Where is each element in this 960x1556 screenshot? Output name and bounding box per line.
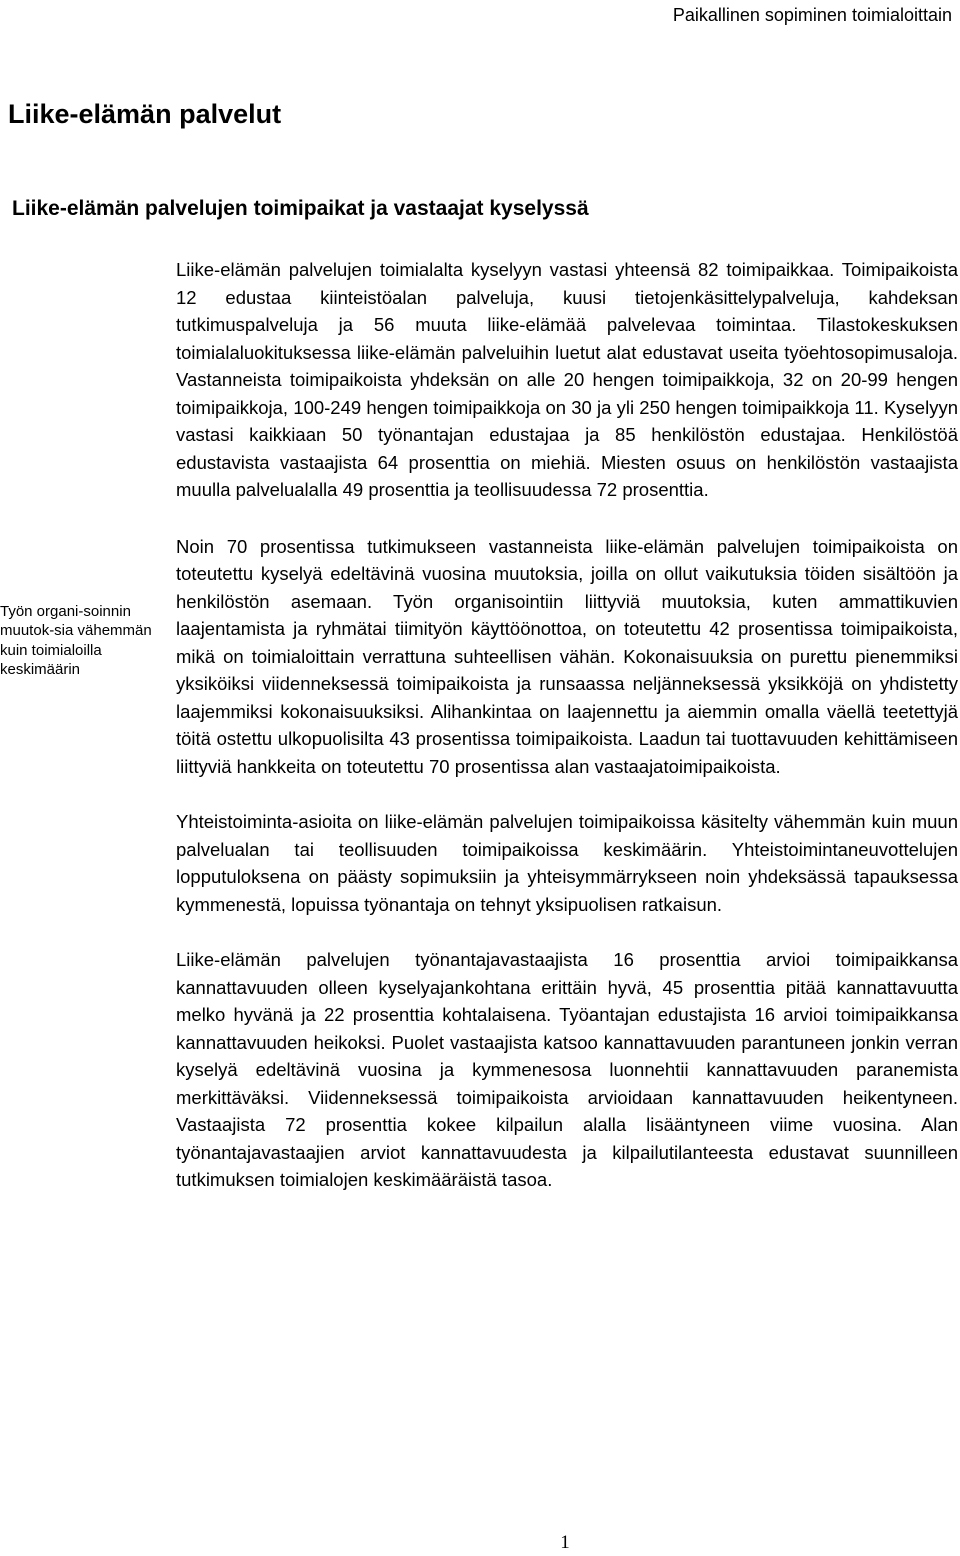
page-number: 1 <box>560 1532 570 1553</box>
paragraph-profitability: Liike-elämän palvelujen työnantajavastaajista 16 prosenttia arvioi toimipaikkansa kannattavuuden olleen kyselyajankohtana erittäin hyvä, 45 prosenttia pitää kannattavuutta melko hyvänä ja 22 prosenttia kohtalaisena. Työantajan edustajista 16 arvioi toimipaikkansa kannattavuuden heikoksi. Puolet vastaajista katsoo kannattavuuden parantuneen jonkin verran kyselyä edeltävinä vuosina ja kymmenesosa luonnehtii kannattavuuden paranemista merkittäväksi. Viidenneksessä toimipaikoista arvioidaan kannattavuuden heikentyneen. Vastaajista 72 prosenttia kokee kilpailun alalla lisääntyneen viime vuosina. Alan työnantajavastaajien arviot kannattavuudesta ja kilpailutilanteesta edustavat suunnilleen tutkimuksen toimialojen keskimääräistä tasoa. <box>176 949 958 1190</box>
paragraph-respondents: Liike-elämän palvelujen toimialalta kyselyyn vastasi yhteensä 82 toimipaikkaa. Toimipaikoista 12 edustaa kiinteistöalan palveluja, kuusi tietojenkäsittelypalveluja, kahdeksan tutkimuspalveluja ja 56 muuta liike-elämää palvelevaa toimintaa. Tilastokeskuksen toimialaluokituksessa liike-elämän palveluihin luetut alat edustavat useita työehtosopimusaloja. Vastanneista toimipaikoista yhdeksän on alle 20 hengen toimipaikkoja, 32 on 20-99 hengen toimipaikkoja, 100-249 hengen toimipaikkoja on 30 ja yli 250 hengen toimipaikkoja 11. Kyselyyn vastasi kaikkiaan 50 työnantajan edustajaa ja 85 henkilöstön edustajaa. Henkilöstöä edustavista vastaajista 64 prosenttia on miehiä. Miesten osuus on henkilöstön vastaajista muulla palvelualalla 49 prosenttia ja teollisuudessa 72 prosenttia. <box>176 259 958 500</box>
margin-note: Työn organi-soinnin muutok-sia vähemmän kuin toimialoilla keskimäärin <box>0 603 152 678</box>
body-text-column <box>176 256 958 1194</box>
chapter-title: Liike-elämän palvelut <box>8 99 282 129</box>
paragraph-cooperation: Yhteistoiminta-asioita on liike-elämän palvelujen toimipaikoissa käsitelty vähemmän kuin muun palvelualan tai teollisuuden toimipaikoissa keskimäärin. Yhteistoimintaneuvottelujen lopputuloksena on päästy sopimuksiin ja yhteisymmärrykseen noin yhdeksässä tapauksessa kymmenestä, lopuissa työnantaja on tehnyt yksipuolisen ratkaisun. <box>176 811 958 915</box>
paragraph-organisational-changes: Noin 70 prosentissa tutkimukseen vastanneista liike-elämän palvelujen toimipaikoista on toteutettu kyselyä edeltävinä vuosina muutoksia, joilla on ollut vaikutuksia töiden sisältöön ja henkilöstön asemaan. Työn organisointiin liittyviä muutoksia, kuten ammattikuvien laajentamista ja ryhmätai tiimityön käyttöönottoa, on toteutettu 42 prosentissa toimipaikoista, mikä on toimialoittain verrattuna suhteellisen vähän. Kokonaisuuksia on purettu pienemmiksi yksiköiksi viidenneksessä toimipaikoista ja runsaassa neljänneksessä yksikköjä on yhdistetty laajemmiksi kokonaisuuksiksi. Alihankintaa on laajennettu ja aiemmin omalla väellä teetettyjä töitä ostettu ulkopuolisilta 43 prosentissa toimipaikoista. Laadun tai tuottavuuden kehittämiseen liittyviä hankkeita on toteutettu 70 prosentissa alan vastaajatoimipaikoista. <box>176 535 958 777</box>
section-title: Liike-elämän palvelujen toimipaikat ja vastaajat kyselyssä <box>12 197 589 220</box>
running-header: Paikallinen sopiminen toimialoittain <box>672 5 952 25</box>
